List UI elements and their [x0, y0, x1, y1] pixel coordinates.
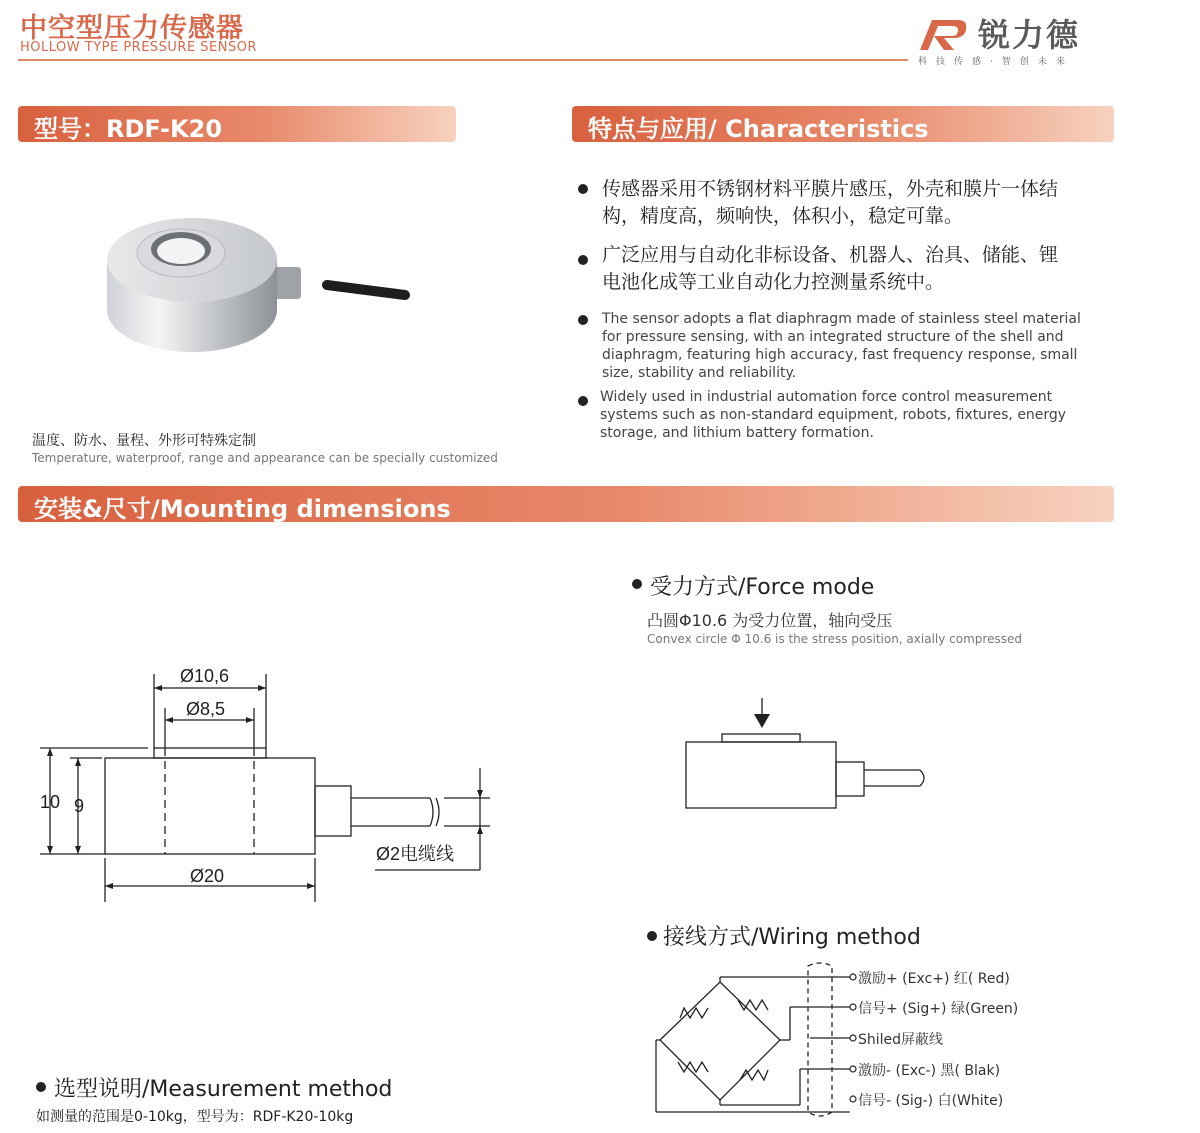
- brand-name: 锐力德: [978, 16, 1081, 54]
- wire-label-sig-plus: 信号+ (Sig+) 绿(Green): [858, 1001, 1019, 1017]
- characteristics-label: 特点与应用/ Characteristics: [588, 115, 929, 143]
- dim-body-diameter: Ø20: [190, 866, 225, 886]
- force-mode-title: 受力方式/Force mode: [650, 575, 875, 600]
- feature-item-3: The sensor adopts a flat diaphragm made of stainless steel material for pressure sensing, with an integrated structure of the shell and diaphragm, featuring high accuracy, fast frequency response, small size, stability and reliability.: [602, 311, 1081, 381]
- bullet-icon: [578, 396, 588, 406]
- mounting-section-bar: [18, 486, 1114, 522]
- dim-body-height: 9: [74, 796, 85, 816]
- bullet-icon: [36, 1082, 46, 1092]
- brand-logo-icon: [918, 14, 970, 52]
- feature-item-2: 广泛应用与自动化非标设备、机器人、治具、储能、锂电池化成等工业自动化力控测量系统中。: [602, 244, 1059, 293]
- dimension-drawing: [30, 660, 510, 910]
- wire-label-shield: Shiled屏蔽线: [858, 1032, 944, 1048]
- wire-label-sig-minus: 信号- (Sig-) 白(White): [858, 1093, 1004, 1109]
- force-mode-desc-cn: 凸圆Φ10.6 为受力位置，轴向受压: [647, 611, 893, 630]
- measurement-example: 如测量的范围是0-10kg，型号为：RDF-K20-10kg: [36, 1109, 354, 1125]
- header-divider: [18, 59, 908, 61]
- force-mode-diagram: [680, 690, 940, 820]
- dim-outer-diameter: Ø10,6: [180, 666, 230, 686]
- product-image: [95, 185, 415, 365]
- custom-note-cn: 温度、防水、量程、外形可特殊定制: [32, 433, 256, 449]
- wire-label-exc-minus: 激励- (Exc-) 黑( Blak): [858, 1063, 1001, 1079]
- bullet-icon: [647, 931, 657, 941]
- dim-cable: Ø2电缆线: [376, 844, 455, 864]
- bullet-icon: [578, 315, 588, 325]
- model-section-bar: [18, 106, 456, 142]
- feature-item-1: 传感器采用不锈钢材料平膜片感压，外壳和膜片一体结构，精度高，频响快，体积小，稳定可靠。: [602, 178, 1059, 227]
- brand-slogan: 科技传感·智创未来: [918, 57, 1074, 67]
- page-title: 中空型压力传感器: [20, 13, 244, 44]
- arrow-down-icon: [754, 714, 770, 728]
- wiring-title: 接线方式/Wiring method: [663, 925, 921, 950]
- bullet-icon: [578, 184, 588, 194]
- feature-item-4: Widely used in industrial automation force control measurement systems such as non-standard equipment, robots, fixtures, energy storage, and lithium battery formation.: [600, 389, 1067, 441]
- wire-label-exc-plus: 激励+ (Exc+) 红( Red): [858, 971, 1010, 987]
- force-mode-desc-en: Convex circle Φ 10.6 is the stress position, axially compressed: [647, 632, 1022, 646]
- characteristics-section-bar: [572, 106, 1114, 142]
- wiring-diagram: [650, 960, 860, 1120]
- page-subtitle: HOLLOW TYPE PRESSURE SENSOR: [20, 40, 258, 55]
- measurement-title: 选型说明/Measurement method: [54, 1077, 393, 1102]
- mounting-label: 安装&尺寸/Mounting dimensions: [34, 495, 451, 523]
- bullet-icon: [632, 579, 642, 589]
- model-label: 型号：RDF-K20: [34, 115, 223, 143]
- custom-note-en: Temperature, waterproof, range and appearance can be specially customized: [32, 451, 498, 465]
- dim-total-height: 10: [40, 792, 61, 812]
- dim-inner-diameter: Ø8,5: [186, 699, 226, 719]
- bullet-icon: [578, 255, 588, 265]
